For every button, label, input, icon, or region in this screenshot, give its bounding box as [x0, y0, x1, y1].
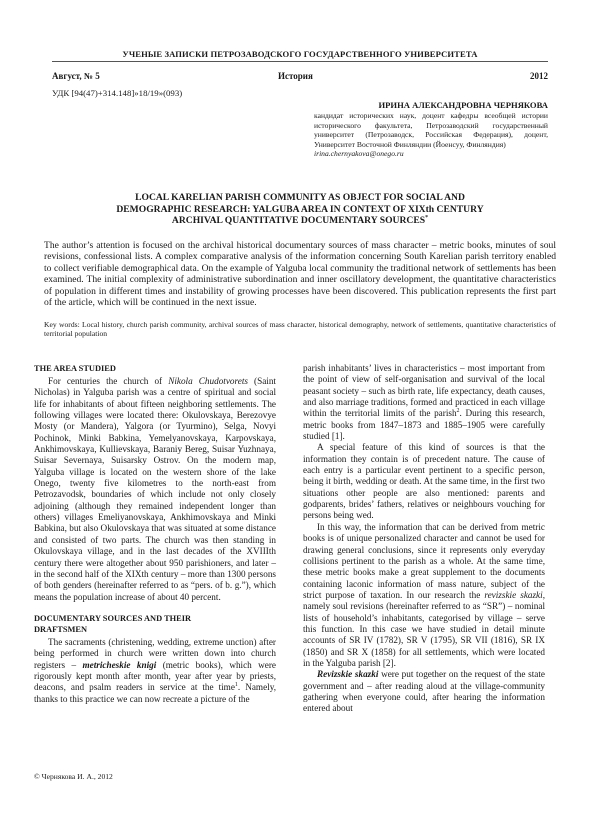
- title-line-1: LOCAL KARELIAN PARISH COMMUNITY AS OBJECT FOR SOCIAL AND: [135, 192, 465, 203]
- term-bold-italic: Revizskie skazki: [317, 669, 379, 680]
- author-affiliation: кандидат исторических наук, доцент кафедры всеобщей истории исторического факультета, Петрозаводский государственный университет (Петрозаводск, Российская Федерация), доцент, Университет Восточной Финляндии (Йоенсуу, Финляндия): [314, 111, 548, 149]
- header-divider: [52, 61, 548, 62]
- term-italic: revizskie skazki: [484, 589, 543, 600]
- author-name: ИРИНА АЛЕКСАНДРОВНА ЧЕРНЯКОВА: [378, 100, 548, 110]
- right-column: [303, 363, 545, 715]
- text-span: (Saint Nicholas) in Yalguba parish was a centre of spiritual and social life for inhabitants of about fifteen neighboring settlements. The following villages were located there: Okulovskaya, Berezovye Mosty (or Mandera), Yalgora (or Tyurmino), Selga, Novyi Pochinok, Minki Babkina, Yemelyanovskaya, Karpovskaya, Ankhimovskaya, Kullievskaya, Baraniy Bereg, Suisar Yuzhnaya, Suisar Severnaya, Suisarsky Ostrov. On the modern map, Yalguba village is located on the western shore of the lake Onego, twenty five kilometres to the north-east from Petrozavodsk, boundaries of which include not only closely adjoining (although they remained independent longer than others) villages Emeliyanovskaya, Ankhimovskaya and Minki Babkina, but also Okulovskaya that was situated at some distance and consisted of two parts. The church was then standing in Okulovskaya village, and in the last decades of the XVIIIth century there were altogether about 950 parishioners, and later – in the second half of the XIXth century – more than 1300 persons of both genders (hereinafter referred to as “pers. of b. g.”), which means the population increase of about 40 percent.: [34, 376, 276, 602]
- paragraph-metric-books: [303, 522, 545, 669]
- author-email-link[interactable]: irina.chernyakova@onego.ru: [314, 149, 404, 159]
- paragraph-area-studied: [34, 376, 276, 603]
- text-span: (metric books), which were rigorously kept month after month, year after year by priests, deacons, and psalm readers in service at the time: [34, 659, 277, 693]
- left-column: [34, 363, 276, 705]
- text-span: were put together on the request of the state government and – after reading aloud at the village-community gathering when everyone could, after hearing the information entered about: [303, 669, 545, 714]
- article-title: [52, 192, 548, 227]
- text-span: In this way, the information that can be derived from metric books is of unique personalized character and cannot be used for drawing general conclusions, since it represents only everyday collisions pertinent to the parish as a whole. At the same time, these metric books make a great supplement to the documents containing laconic information of mass nature, subject of the strict purpose of taxation. In our research the: [303, 521, 545, 600]
- title-footnote-mark[interactable]: *: [425, 214, 429, 221]
- journal-title: УЧЕНЫЕ ЗАПИСКИ ПЕТРОЗАВОДСКОГО ГОСУДАРСТВЕННОГО УНИВЕРСИТЕТА: [122, 49, 478, 59]
- title-line-3: ARCHIVAL QUANTITATIVE DOCUMENTARY SOURCES: [171, 215, 426, 226]
- title-line-2: DEMOGRAPHIC RESEARCH: YALGUBA AREA IN CONTEXT OF XIXth CENTURY: [116, 203, 484, 215]
- author-block: [314, 100, 548, 159]
- church-name-italic: Nikola Chudotvorets: [168, 376, 248, 386]
- journal-page: [34, 0, 556, 820]
- text-span: . During this research, metric books from 1847–1873 and 1885–1905 were carefully studied [1].: [303, 408, 545, 442]
- abstract: The author’s attention is focused on the archival historical documentary sources of mass character – metric books, minutes of soul revisions, confessional lists. A complex comparative analysis of the information concerning South Karelian parish territory enabled to collect verifiable demographical data. On the example of Yalguba local community the traditional network of settlements has been examined. The initial complexity of administrative subordination and inner oscillatory development, the quantitative characteristics of population in different times and instability of growing processes have been discovered. This publication represents the first part of the article, which will be continued in the next issue.: [44, 240, 556, 309]
- text-span: For centuries the church of: [48, 376, 169, 386]
- footnote-ref-1[interactable]: 1: [234, 682, 238, 689]
- issue-year: 2012: [530, 71, 548, 81]
- paragraph-inhabitants: [303, 363, 545, 442]
- heading-line: DRAFTSMEN: [34, 624, 88, 634]
- text-span: . Namely, thanks to this practice we can now recreate a picture of the: [34, 682, 276, 704]
- udk-code: УДК [94(47)+314.148]»18/19»(093): [52, 88, 183, 98]
- copyright-notice: © Чернякова И. А., 2012: [34, 772, 113, 781]
- keywords: Key words: Local history, church parish community, archival sources of mass character, historical demography, network of settlements, quantitative characteristics of territorial population: [44, 320, 556, 339]
- text-span: , namely soul revisions (hereinafter referred to as “SR”) – nominal lists of household’s inhabitants, categorised by village – serve this function. In this case we have studied in detail minute accounts of SR IV (1782), SR V (1795), SR VII (1816), SR IX (1850) and SR X (1858) for all settlements, which were located in the Yalguba parish [2].: [303, 589, 545, 668]
- issue-meta-row: [52, 71, 548, 83]
- text-span: parish inhabitants’ lives in characteristics – most important from the point of view of self-organisation and survival of the local peasant society – such as birth rate, life expectancy, death causes, and also marriage traditions, formed and practiced in each village within the territorial limits of the parish: [303, 363, 545, 419]
- section-heading-documentary-sources: [34, 613, 276, 635]
- term-bold-italic: metricheskie knigi: [82, 659, 157, 670]
- footnote-ref-2[interactable]: 2: [456, 408, 460, 415]
- section-name: История: [278, 71, 313, 81]
- paragraph-special-feature: A special feature of this kind of sources is that the information they contain is of precedent nature. The cause of each entry is a particular event pertinent to a specific person, being it birth, wedding or death. At the same time, in the first two situations other people are also mentioned: parents and godparents, brides’ fathers, relatives or neighbours vouching for persons being wed.: [303, 442, 545, 521]
- issue-number: Август, № 5: [52, 71, 100, 81]
- text-span: The sacraments (christening, wedding, extreme unction) after being performed in church were written down into church registers –: [34, 636, 276, 670]
- section-heading-area-studied: THE AREA STUDIED: [34, 364, 116, 373]
- heading-line: DOCUMENTARY SOURCES AND THEIR: [34, 613, 192, 623]
- paragraph-sacraments: [34, 637, 276, 705]
- paragraph-revizskie-skazki: [303, 669, 545, 714]
